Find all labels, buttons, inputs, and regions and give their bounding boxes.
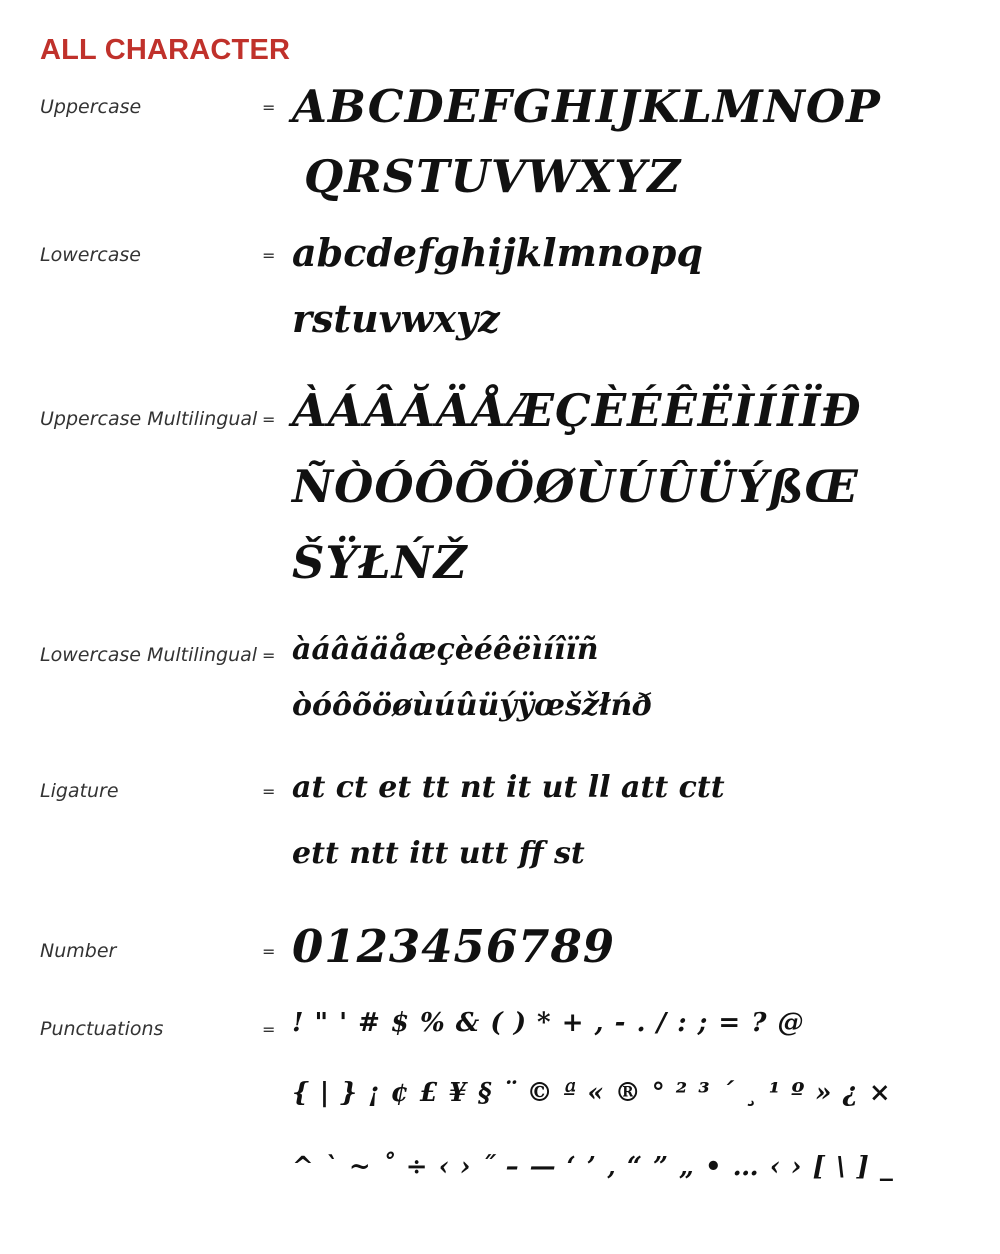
glyph-line: ^ ` ~ ˚ ÷ ‹ › ˝ – — ‘ ’ ‚ “ ” „ • … ‹ › [ \ ] _ — [292, 1152, 894, 1182]
glyph-line: ! " ' # $ % & ( ) * + , - . / : ; = ? @ — [292, 1008, 805, 1038]
equals-sign: = — [262, 942, 276, 961]
glyph-line: ABCDEFGHIJKLMNOP — [292, 80, 881, 133]
glyph-line: ÀÁÂĂÄÅÆÇÈÉÊËÌÍÎÏÐ — [292, 384, 862, 437]
glyph-line: 0123456789 — [292, 920, 616, 973]
row-label: Uppercase Multilingual — [40, 408, 258, 430]
glyph-line: QRSTUVWXYZ — [304, 150, 682, 203]
glyph-line: at ct et tt nt it ut ll att ctt — [292, 770, 725, 805]
row-label: Lowercase — [40, 244, 141, 266]
glyph-line: àáâăäåæçèéêëìíîïñ — [292, 632, 599, 667]
page-title: ALL CHARACTER — [40, 34, 291, 66]
row-label: Uppercase — [40, 96, 142, 118]
equals-sign: = — [262, 646, 276, 665]
row-label: Punctuations — [40, 1018, 164, 1040]
glyph-line: ett ntt itt utt ff st — [292, 836, 585, 871]
glyph-line: { | } ¡ ¢ £ ¥ § ¨ © ª « ® ° ² ³ ´ ¸ ¹ º » ¿ × — [292, 1078, 892, 1108]
glyph-line: abcdefghijklmnopq — [292, 230, 703, 275]
equals-sign: = — [262, 782, 276, 801]
equals-sign: = — [262, 98, 276, 117]
glyph-line: ŠŸŁŃŽ — [292, 536, 468, 589]
equals-sign: = — [262, 410, 276, 429]
glyph-line: òóôõöøùúûüýÿœšžłńð — [292, 688, 653, 723]
equals-sign: = — [262, 246, 276, 265]
equals-sign: = — [262, 1020, 276, 1039]
glyph-line: rstuvwxyz — [292, 296, 500, 341]
glyph-line: ÑÒÓÔÕÖØÙÚÛÜÝßŒ — [292, 460, 859, 513]
row-label: Ligature — [40, 780, 119, 802]
row-label: Number — [40, 940, 117, 962]
row-label: Lowercase Multilingual — [40, 644, 258, 666]
